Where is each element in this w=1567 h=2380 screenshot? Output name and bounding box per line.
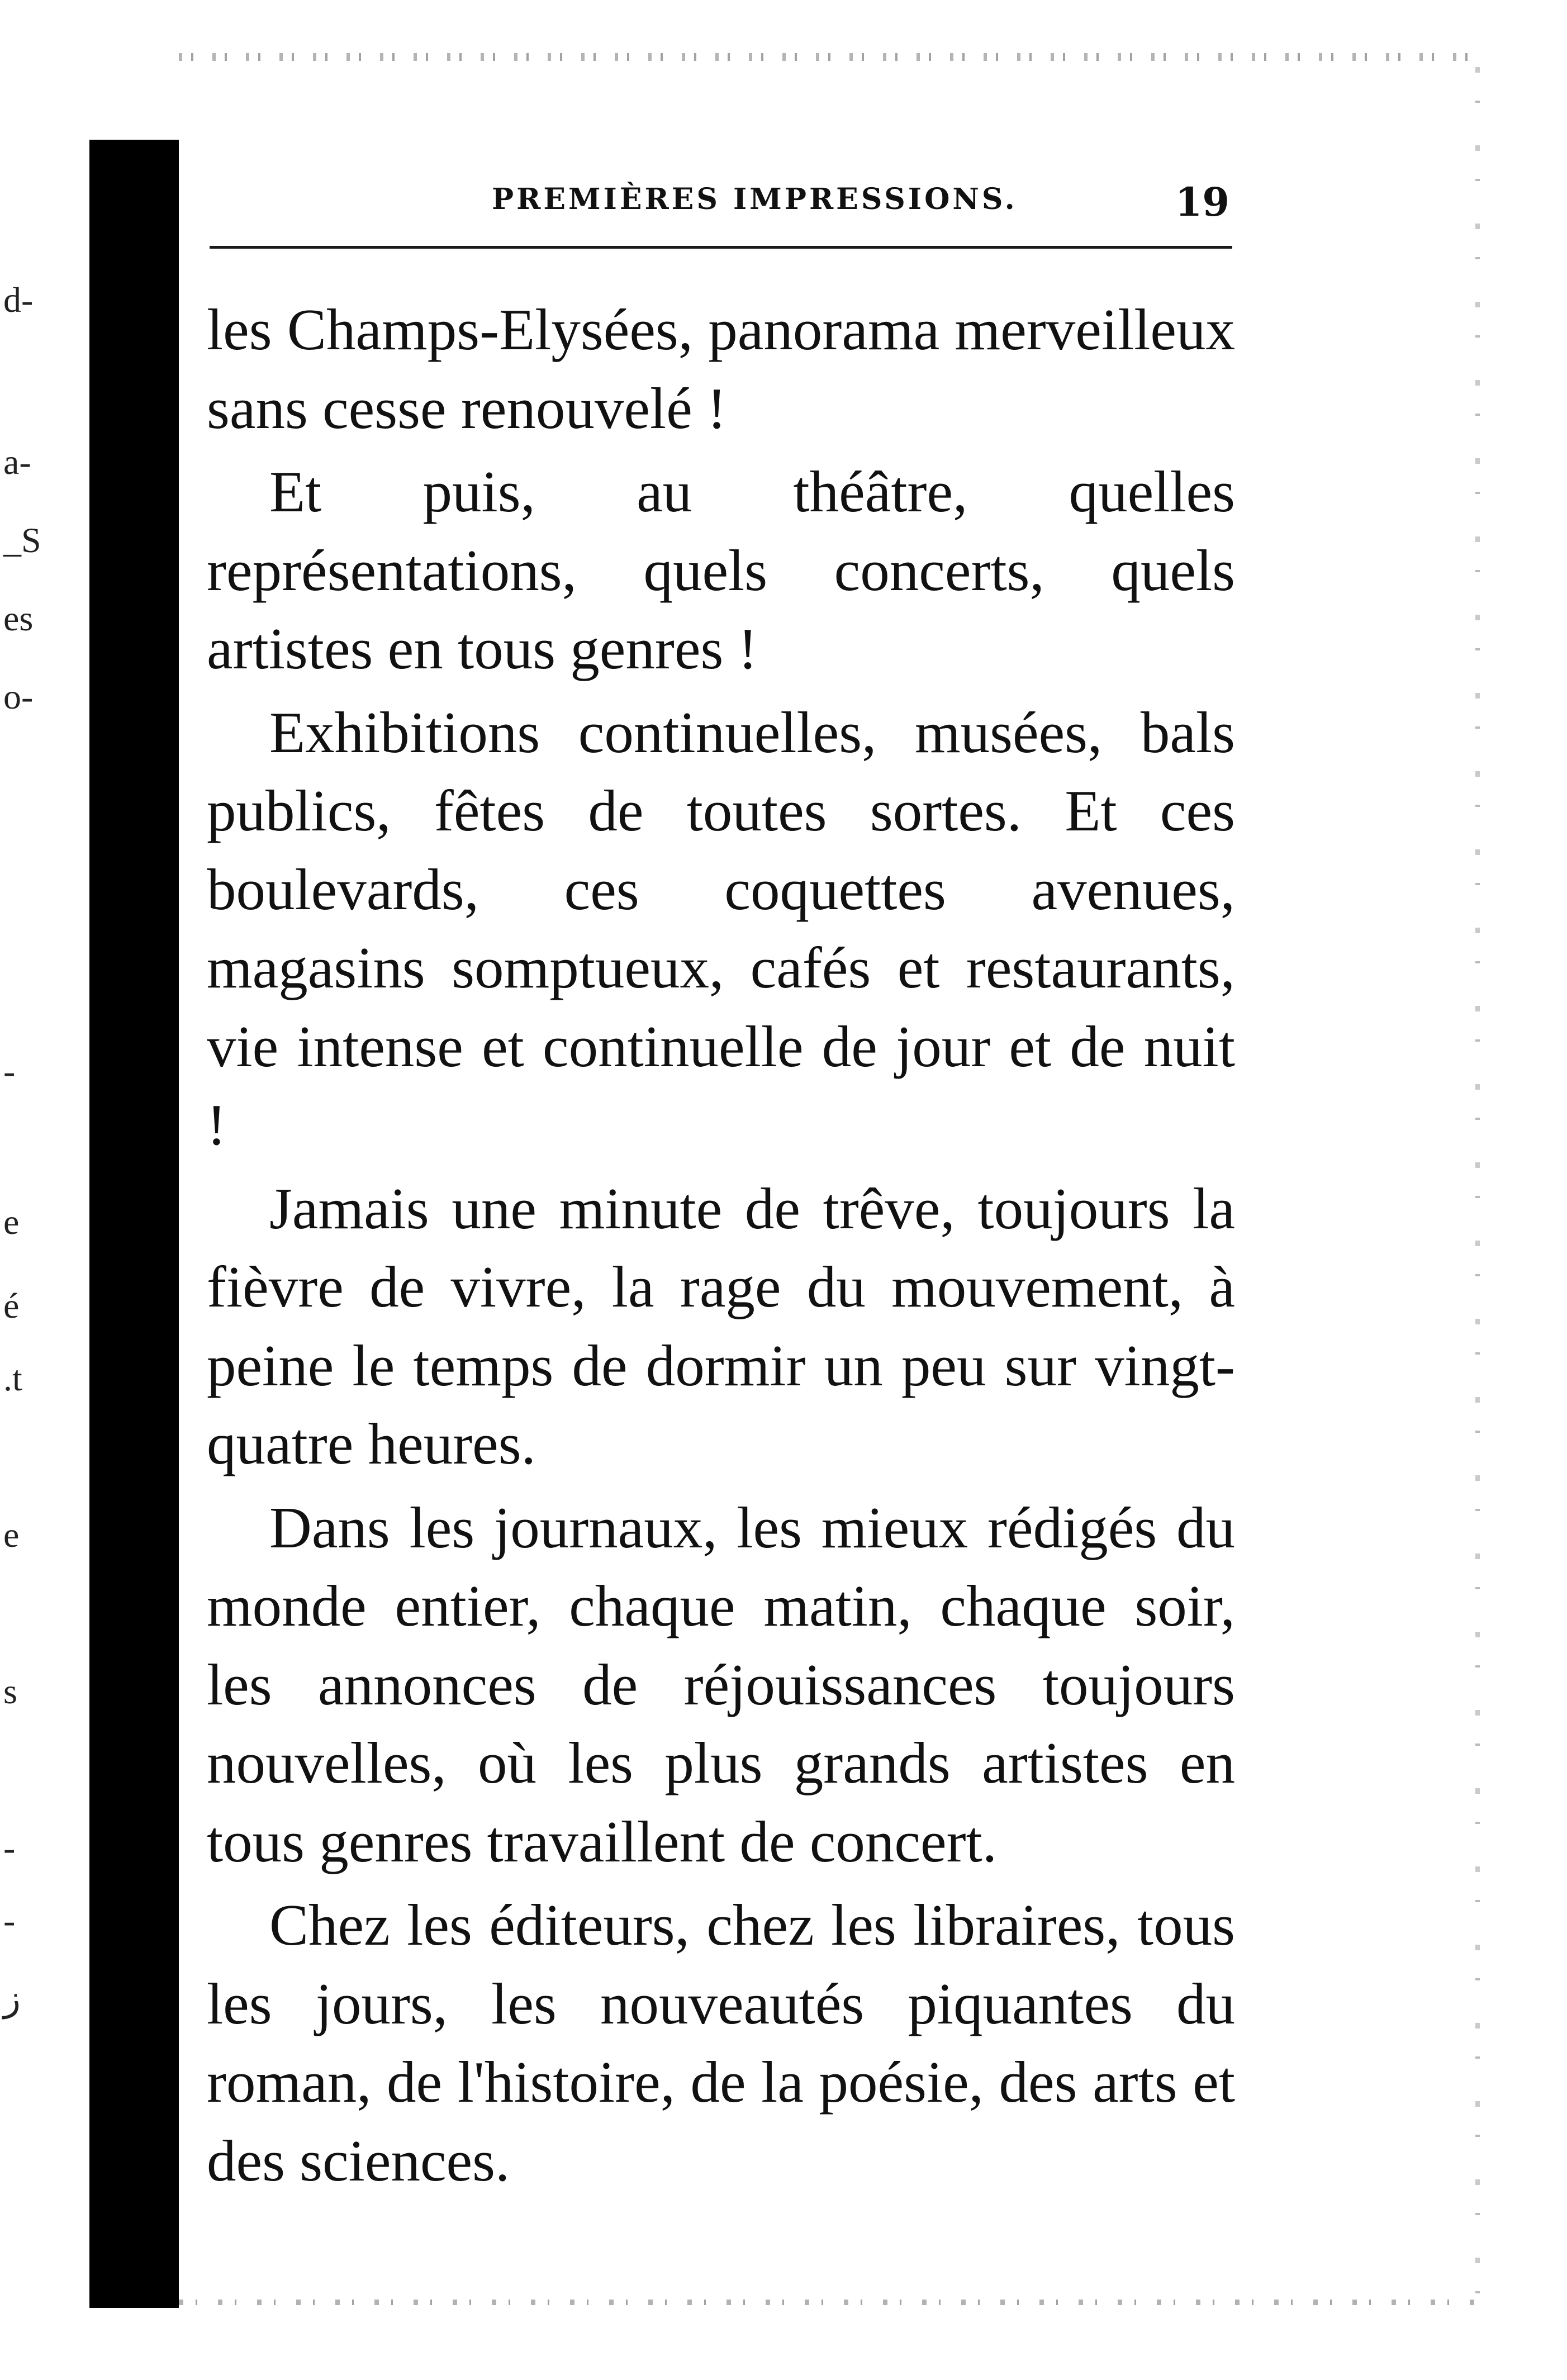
- facing-fragment: ز: [3, 1979, 21, 2018]
- facing-fragment: e: [3, 1202, 20, 1242]
- paragraph: Et puis, au théâtre, quelles représentations, quels concerts, quels artistes en tous genres !: [207, 459, 1235, 681]
- scan-edge-top: [179, 53, 1481, 61]
- facing-fragment: es: [3, 598, 34, 638]
- scan-edge-right: [1475, 67, 1480, 2297]
- facing-page-fragments: [0, 0, 84, 2380]
- facing-fragment: -: [3, 1828, 16, 1868]
- facing-fragment: .t: [3, 1358, 22, 1398]
- paragraph: Exhibitions continuelles, musées, bals publics, fêtes de toutes sortes. Et ces boulevards, ces coquettes avenues, magasins somptueux, cafés et restaurants, vie intense et continuelle de jour et de nuit !: [207, 699, 1235, 1157]
- facing-fragment: s: [3, 1671, 17, 1711]
- facing-fragment: é: [3, 1286, 20, 1326]
- facing-fragment: _S: [3, 520, 41, 560]
- header-rule: [210, 246, 1232, 249]
- page-number: 19: [1175, 179, 1229, 225]
- paragraph: Chez les éditeurs, chez les libraires, tous les jours, les nouveautés piquantes du roman, de l'histoire, de la poésie, des arts et des sciences.: [207, 1892, 1235, 2193]
- facing-fragment: a-: [3, 442, 31, 482]
- facing-fragment: o-: [3, 677, 34, 716]
- scan-edge-bottom: [179, 2300, 1481, 2305]
- facing-fragment: d-: [3, 280, 34, 320]
- body-text: [207, 291, 1235, 2205]
- facing-fragment: -: [3, 1901, 16, 1940]
- paragraph: Jamais une minute de trêve, toujours la fièvre de vivre, la rage du mouvement, à peine le temps de dormir un peu sur vingt-quatre heures.: [207, 1175, 1235, 1476]
- paragraph: Dans les journaux, les mieux rédigés du monde entier, chaque matin, chaque soir, les annonces de réjouissances toujours nouvelles, où les plus grands artistes en tous genres travaillent de concert.: [207, 1494, 1235, 1874]
- paragraph: les Champs-Elysées, panorama merveilleux sans cesse renouvelé !: [207, 297, 1235, 441]
- facing-fragment: e: [3, 1515, 20, 1555]
- running-title: PREMIÈRES IMPRESSIONS.: [492, 182, 1018, 216]
- running-header: [207, 179, 1229, 229]
- facing-fragment: -: [3, 1051, 16, 1091]
- binding-gutter: [89, 140, 179, 2308]
